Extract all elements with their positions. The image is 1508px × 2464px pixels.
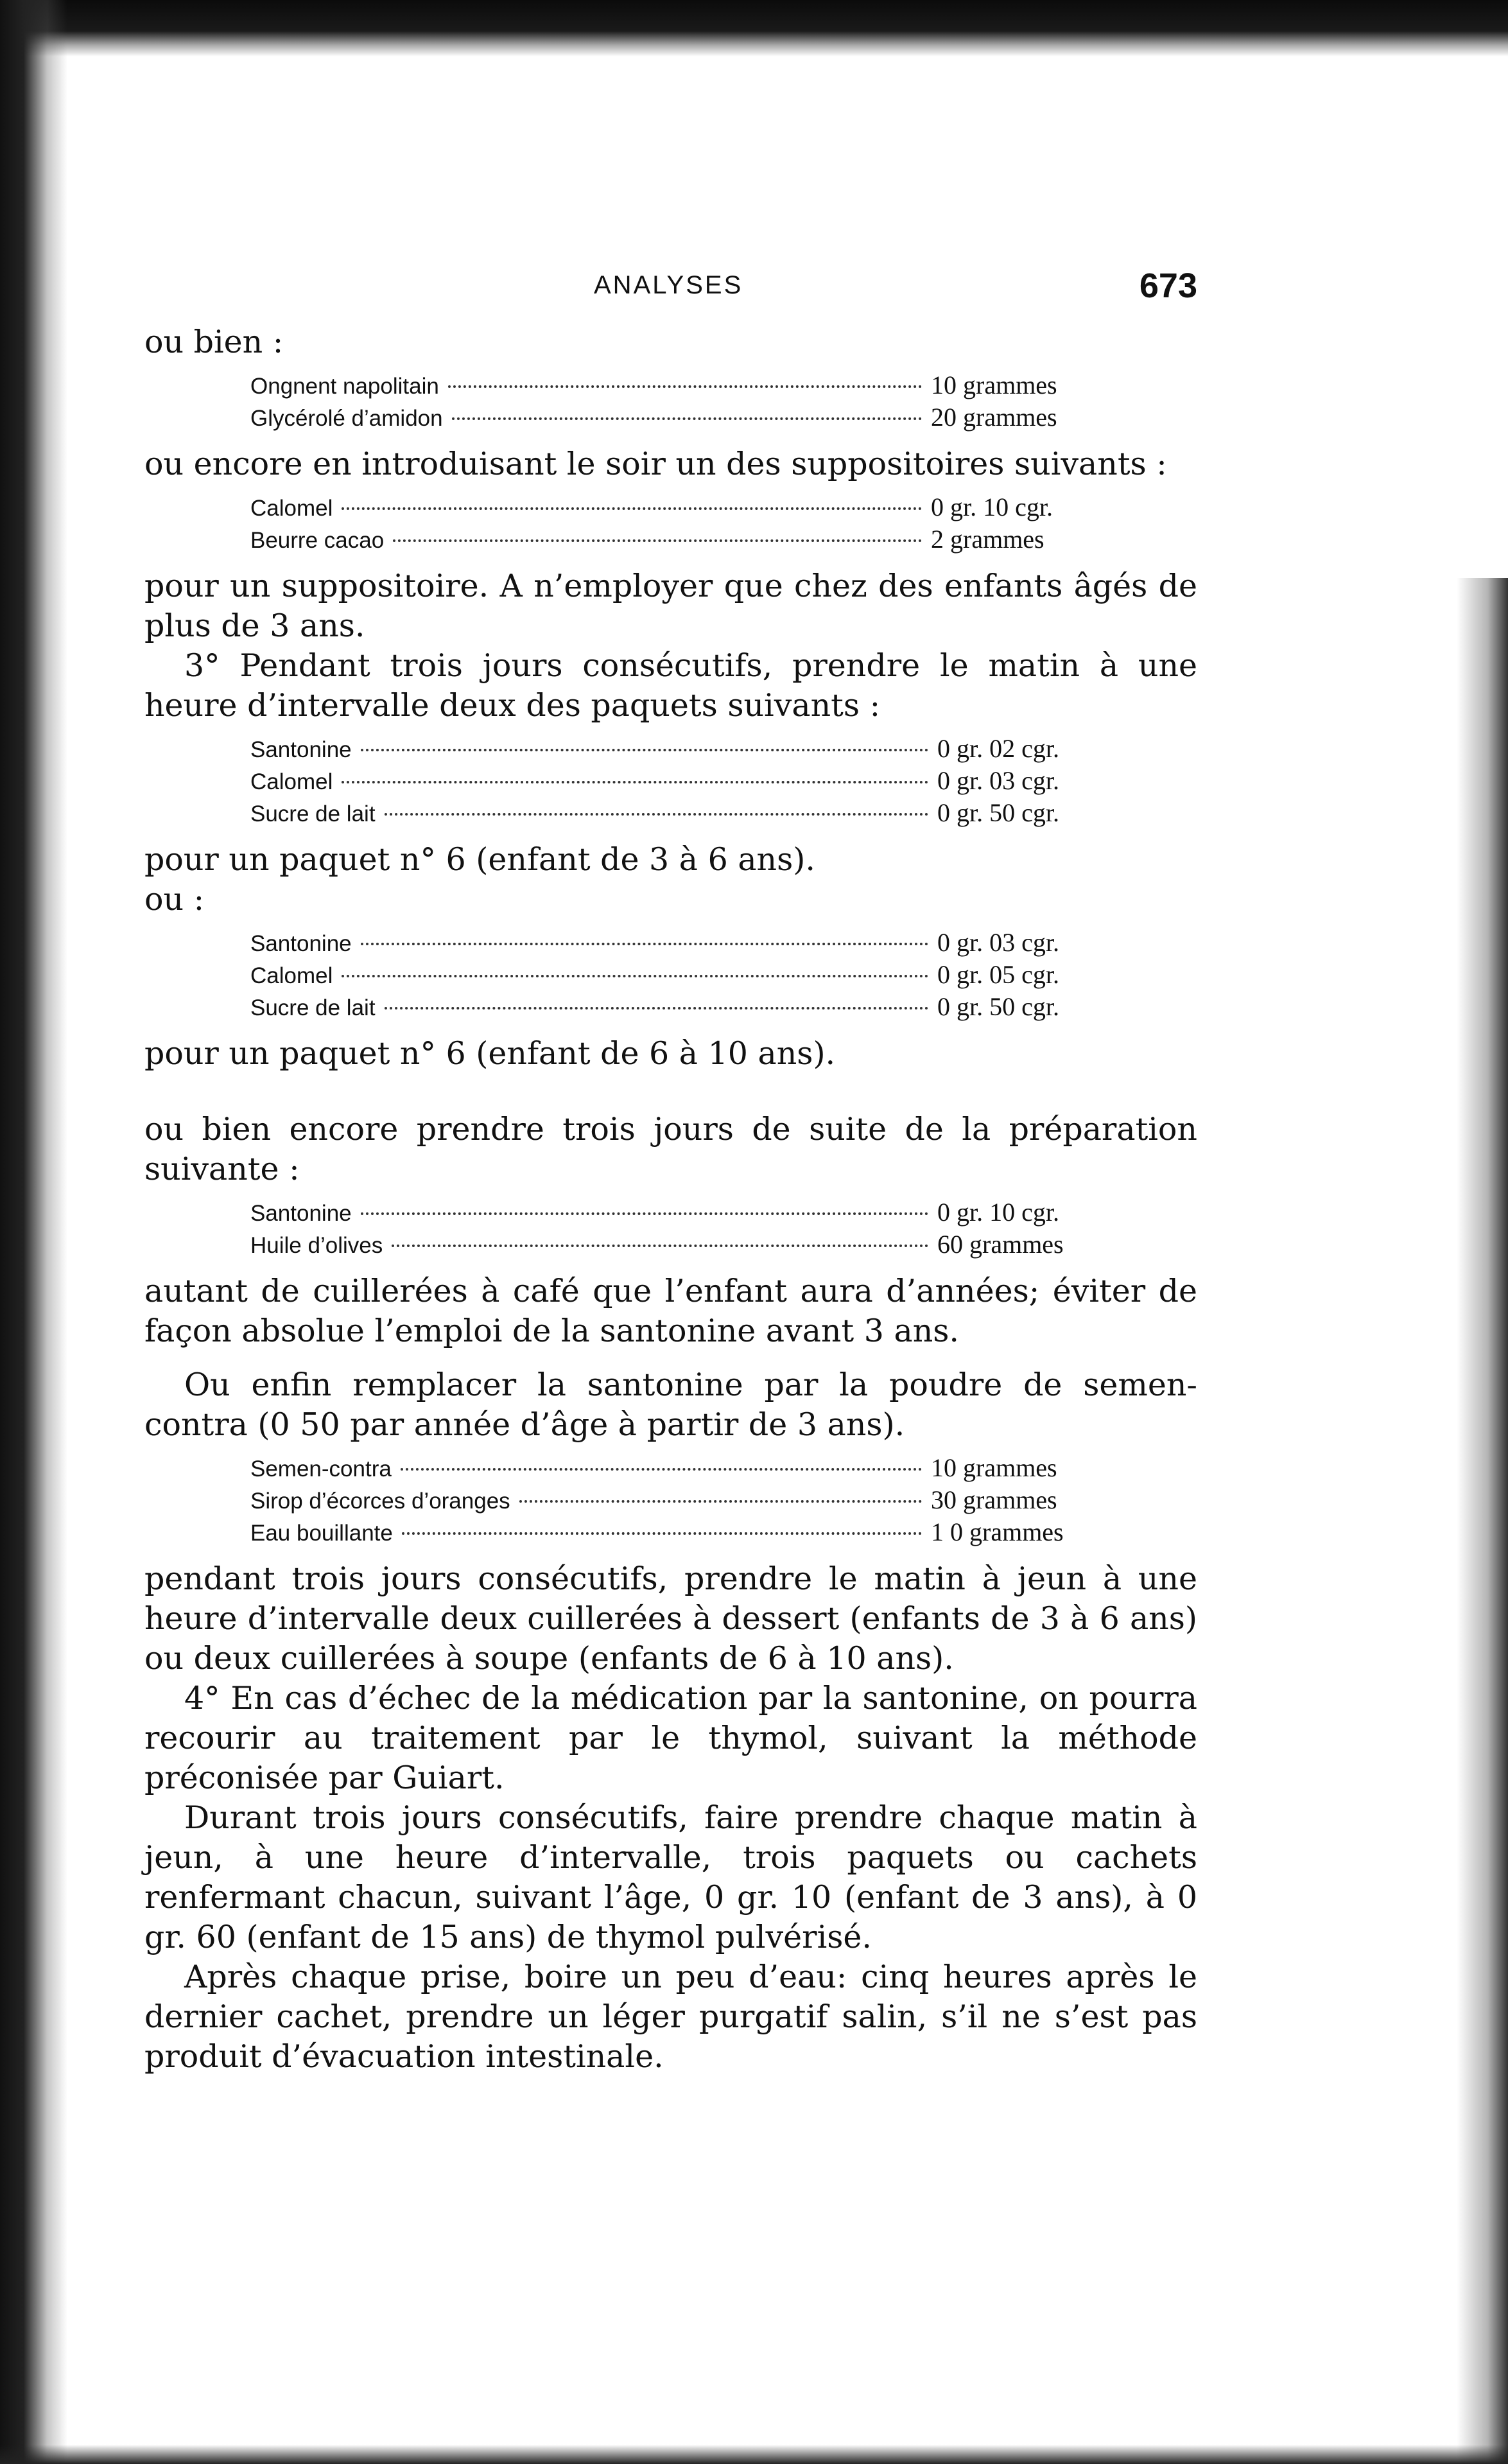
- ingredient-quantity: 0 gr. 02 cgr.: [937, 734, 1059, 763]
- paragraph-semen-contra: Ou enfin remplacer la santonine par la poudre de semen-contra (0 50 par année d’âge à partir de 3 ans).: [144, 1367, 1197, 1443]
- ingredient-name: Calomel: [250, 963, 333, 988]
- scan-left-edge: [0, 0, 67, 2464]
- ingredient-quantity: 0 gr. 50 cgr.: [937, 798, 1059, 827]
- leader-dots: [519, 1500, 922, 1503]
- paragraph-section-3: 3° Pendant trois jours consécutifs, prendre le matin à une heure d’intervalle deux des paquets suivants :: [144, 647, 1197, 724]
- ingredient-quantity: 0 gr. 50 cgr.: [937, 992, 1059, 1021]
- ingredient-name: Ongnent napolitain: [250, 374, 439, 399]
- ingredient-quantity: 30 grammes: [931, 1485, 1057, 1514]
- paragraph-thymol-dosage: Durant trois jours consécutifs, faire prendre chaque matin à jeun, à une heure d’intervalle, trois paquets ou cachets renfermant chacun, suivant l’âge, 0 gr. 10 (enfant de 3 ans), à 0 gr. 60 (enfant de 15 ans) de thymol pulvérisé.: [144, 1799, 1197, 1955]
- prescription-row: [250, 402, 1098, 434]
- prescription-6: [250, 1453, 1098, 1549]
- paragraph-suppositoires: ou encore en introduisant le soir un des suppositoires suivants :: [144, 446, 1167, 482]
- ingredient-quantity: 0 gr. 10 cgr.: [931, 493, 1053, 521]
- ingredient-quantity: 2 grammes: [931, 525, 1044, 554]
- leader-dots: [448, 385, 922, 388]
- prescription-row: [250, 492, 1098, 524]
- prescription-row: [250, 733, 1130, 765]
- prescription-row: [250, 370, 1098, 402]
- ingredient-name: Sucre de lait: [250, 801, 376, 826]
- ingredient-name: Huile d’olives: [250, 1233, 383, 1258]
- ingredient-quantity: 60 grammes: [937, 1230, 1064, 1259]
- leader-dots: [342, 507, 922, 510]
- leader-dots: [342, 975, 928, 977]
- prescription-row: [250, 1517, 1098, 1549]
- scan-right-edge: [1457, 578, 1508, 2464]
- prescription-row: [250, 1197, 1130, 1229]
- leader-dots: [361, 749, 928, 751]
- paragraph-ou-bien: ou bien :: [144, 324, 284, 360]
- leader-dots: [361, 943, 928, 945]
- ingredient-name: Eau bouillante: [250, 1521, 393, 1546]
- ingredient-name: Santonine: [250, 1201, 352, 1226]
- prescription-row: [250, 927, 1130, 959]
- ingredient-quantity: 10 grammes: [931, 1453, 1057, 1482]
- prescription-4: [250, 927, 1130, 1024]
- prescription-row: [250, 1485, 1098, 1517]
- ingredient-name: Sirop d’écorces d’oranges: [250, 1489, 510, 1514]
- ingredient-name: Calomel: [250, 769, 333, 794]
- paragraph-apres-chaque-prise: Après chaque prise, boire un peu d’eau: cinq heures après le dernier cachet, prendre un léger purgatif salin, s’il ne s’est pas produit d’évacuation intestinale.: [144, 1959, 1197, 2075]
- leader-dots: [393, 539, 922, 542]
- prescription-row: [250, 959, 1130, 992]
- leader-dots: [385, 813, 928, 816]
- paragraph-preparation-suivante: ou bien encore prendre trois jours de suite de la préparation suivante :: [144, 1111, 1197, 1187]
- leader-dots: [402, 1532, 922, 1535]
- prescription-row: [250, 524, 1098, 556]
- prescription-2: [250, 492, 1098, 556]
- page-number: 673: [1139, 266, 1197, 305]
- book-page: [144, 257, 1197, 2077]
- prescription-row: [250, 798, 1130, 830]
- ingredient-quantity: 10 grammes: [931, 371, 1057, 399]
- ingredient-name: Calomel: [250, 496, 333, 521]
- ingredient-name: Sucre de lait: [250, 995, 376, 1020]
- prescription-3: [250, 733, 1130, 830]
- paragraph-pour-un-suppositoire: pour un suppositoire. A n’employer que chez des enfants âgés de plus de 3 ans.: [144, 568, 1197, 644]
- ingredient-name: Semen-contra: [250, 1456, 392, 1481]
- prescription-row: [250, 992, 1130, 1024]
- paragraph-paquet-6-10: pour un paquet n° 6 (enfant de 6 à 10 ans).: [144, 1035, 836, 1072]
- leader-dots: [342, 781, 928, 783]
- ingredient-quantity: 0 gr. 05 cgr.: [937, 960, 1059, 989]
- prescription-5: [250, 1197, 1130, 1261]
- paragraph-cuillerees: autant de cuillerées à café que l’enfant aura d’années; éviter de façon absolue l’emploi de la santonine avant 3 ans.: [144, 1273, 1197, 1349]
- running-title: ANALYSES: [594, 271, 743, 299]
- leader-dots: [452, 417, 922, 420]
- ingredient-name: Santonine: [250, 931, 352, 956]
- prescription-row: [250, 1453, 1098, 1485]
- leader-dots: [401, 1468, 922, 1471]
- ingredient-quantity: 0 gr. 03 cgr.: [937, 928, 1059, 957]
- paragraph-section-4: 4° En cas d’échec de la médication par la santonine, on pourra recourir au traitement par le thymol, suivant la méthode préconisée par Guiart.: [144, 1680, 1197, 1796]
- ingredient-quantity: 0 gr. 03 cgr.: [937, 766, 1059, 795]
- ingredient-name: Santonine: [250, 737, 352, 762]
- prescription-row: [250, 765, 1130, 798]
- leader-dots: [392, 1245, 928, 1247]
- ingredient-quantity: 20 grammes: [931, 403, 1057, 432]
- prescription-1: [250, 370, 1098, 434]
- paragraph-paquet-3-6: pour un paquet n° 6 (enfant de 3 à 6 ans).: [144, 841, 815, 878]
- paragraph-ou: ou :: [144, 881, 205, 918]
- ingredient-name: Glycérolé d’amidon: [250, 406, 443, 431]
- running-head: [144, 257, 1197, 308]
- scan-bottom-edge: [0, 2445, 1508, 2464]
- ingredient-quantity: 1 0 grammes: [931, 1517, 1064, 1546]
- leader-dots: [385, 1007, 928, 1009]
- prescription-row: [250, 1229, 1130, 1261]
- paragraph-pendant-trois-jours: pendant trois jours consécutifs, prendre le matin à jeun à une heure d’intervalle deux cuillerées à dessert (enfants de 3 à 6 ans) ou deux cuillerées à soupe (enfants de 6 à 10 ans).: [144, 1560, 1197, 1677]
- ingredient-quantity: 0 gr. 10 cgr.: [937, 1198, 1059, 1227]
- leader-dots: [361, 1212, 928, 1215]
- ingredient-name: Beurre cacao: [250, 528, 385, 553]
- scan-top-edge: [0, 0, 1508, 57]
